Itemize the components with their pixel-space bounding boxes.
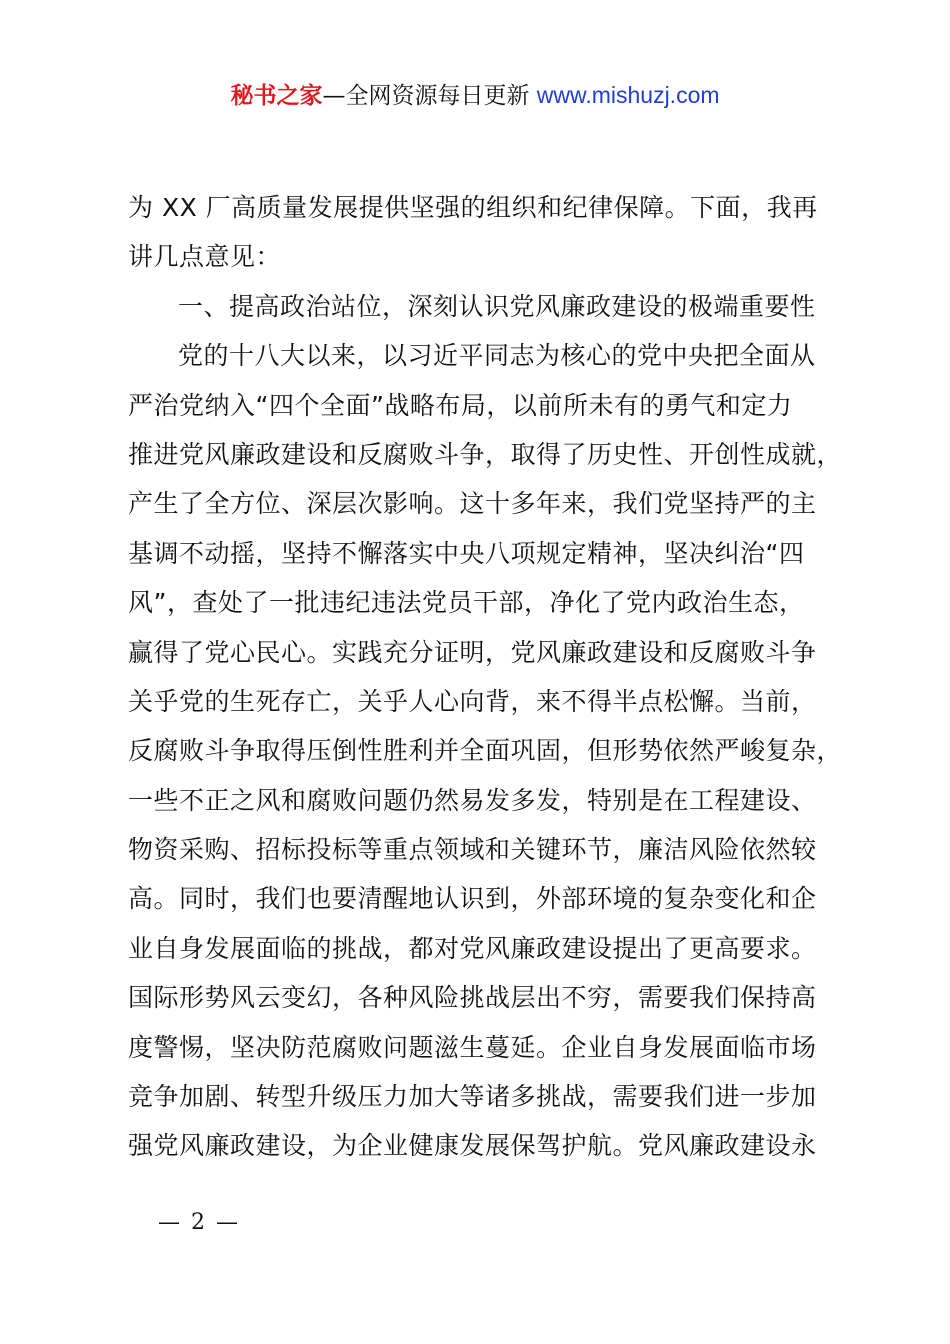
body-line: 国际形势风云变幻，各种风险挑战层出不穷，需要我们保持高 [128, 983, 817, 1013]
body-line: 反腐败斗争取得压倒性胜利并全面巩固，但形势依然严峻复杂， [128, 736, 843, 766]
body-line: 关乎党的生死存亡，关乎人心向背，来不得半点松懈。当前， [128, 686, 817, 716]
site-url-link[interactable]: www.mishuzj.com [536, 82, 720, 108]
body-line: 赢得了党心民心。实践充分证明，党风廉政建设和反腐败斗争 [128, 637, 817, 667]
body-line: 为 XX 厂高质量发展提供坚强的组织和纪律保障。下面，我再 [128, 193, 818, 222]
body-line: 度警惕，坚决防范腐败问题滋生蔓延。企业自身发展面临市场 [128, 1032, 817, 1062]
body-line: 物资采购、招标投标等重点领域和关键环节，廉洁风险依然较 [128, 835, 817, 865]
body-line: 产生了全方位、深层次影响。这十多年来，我们党坚持严的主 [128, 489, 817, 519]
body-line: 推进党风廉政建设和反腐败斗争，取得了历史性、开创性成就， [128, 439, 843, 469]
site-tagline: —全网资源每日更新 [322, 83, 537, 109]
section-heading: 一、提高政治站位，深刻认识党风廉政建设的极端重要性 [178, 291, 816, 321]
body-line: 风”，查处了一批违纪违法党员干部，净化了党内政治生态， [128, 588, 805, 618]
body-line: 严治党纳入“四个全面”战略布局，以前所未有的勇气和定力 [128, 390, 793, 420]
page-number: — 2 — [158, 1210, 240, 1235]
body-line: 业自身发展面临的挑战，都对党风廉政建设提出了更高要求。 [128, 933, 817, 963]
body-line: 一些不正之风和腐败问题仍然易发多发，特别是在工程建设、 [128, 785, 817, 815]
body-line: 高。同时，我们也要清醒地认识到，外部环境的复杂变化和企 [128, 884, 817, 914]
body-line: 党的十八大以来，以习近平同志为核心的党中央把全面从 [178, 341, 816, 371]
document-body [128, 183, 843, 1171]
body-line: 竞争加剧、转型升级压力加大等诸多挑战，需要我们进一步加 [128, 1082, 817, 1112]
body-line: 讲几点意见： [128, 242, 282, 272]
site-banner [0, 78, 950, 113]
body-line: 基调不动摇，坚持不懈落实中央八项规定精神，坚决纠治“四 [128, 538, 805, 568]
body-line: 强党风廉政建设，为企业健康发展保驾护航。党风廉政建设永 [128, 1131, 817, 1161]
site-brand: 秘书之家 [230, 83, 323, 109]
